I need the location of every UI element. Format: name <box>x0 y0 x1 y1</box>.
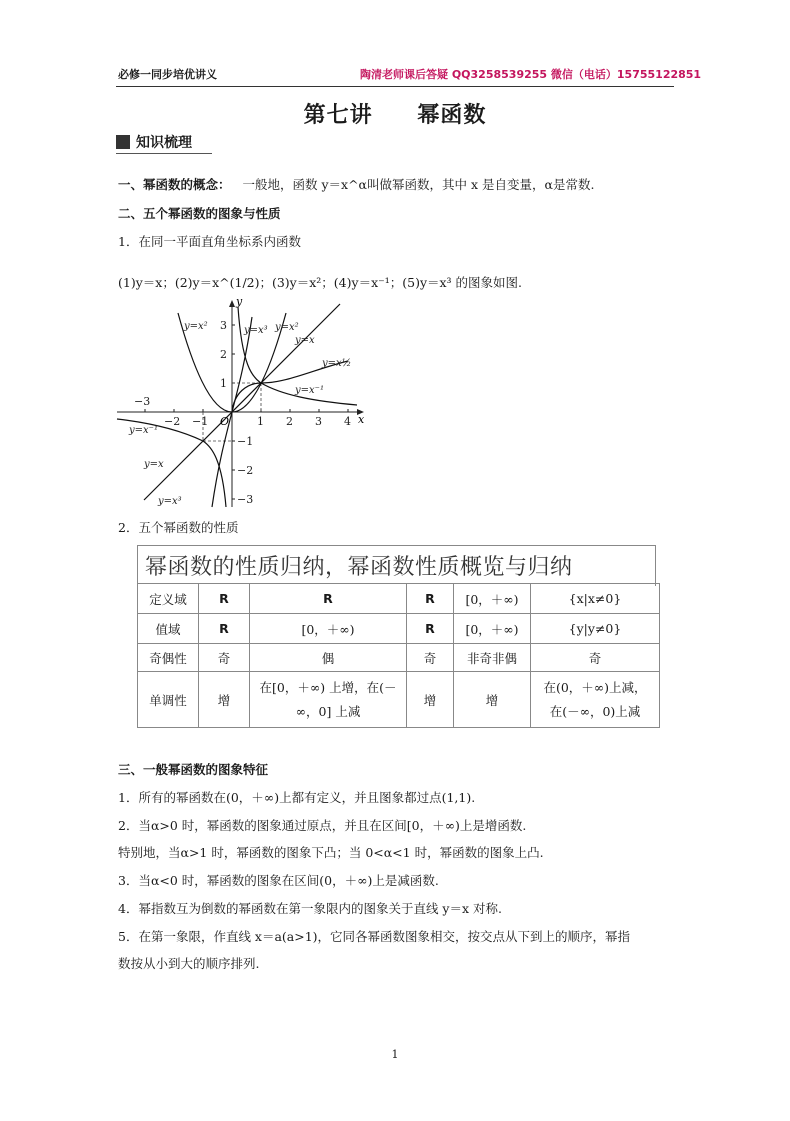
part2-item2: 2．五个幂函数的性质 <box>118 520 239 535</box>
x-tick-label: −3 <box>134 395 151 408</box>
y-tick-label: 2 <box>220 348 227 361</box>
part3-line: 2．当α>0 时，幂函数的图象通过原点，并且在区间[0，＋∞)上是增函数. <box>118 818 527 833</box>
table-cell: 奇 <box>407 644 454 672</box>
y-tick-label: 3 <box>220 319 227 332</box>
overlay-banner: 幂函数的性质归纳，幂函数性质概览与归纳 <box>145 555 573 580</box>
y-axis-label: y <box>236 295 243 308</box>
table-row <box>138 584 660 614</box>
table-row <box>138 672 660 728</box>
x-axis-label: x <box>358 413 365 426</box>
part1-heading: 一、幂函数的概念： <box>118 177 231 192</box>
table-cell: [0，＋∞) <box>454 614 531 644</box>
part3-line: 3．当α<0 时，幂函数的图象在区间(0，＋∞)上是减函数. <box>118 873 439 888</box>
table-cell: {y|y≠0} <box>531 614 660 644</box>
part3-line: 1．所有的幂函数在(0，＋∞)上都有定义，并且图象都过点(1,1). <box>118 790 476 805</box>
table-cell: [0，＋∞) <box>454 584 531 614</box>
y-tick-label: −3 <box>237 493 254 506</box>
table-cell: 值域 <box>138 614 199 644</box>
y-axis-arrow-icon <box>229 300 235 307</box>
table-cell: R <box>407 584 454 614</box>
table-cell: 增 <box>407 672 454 728</box>
table-cell: 定义域 <box>138 584 199 614</box>
curve-label: y=x³ <box>158 496 182 507</box>
x-tick-label: 1 <box>257 415 264 428</box>
table-cell: 非奇非偶 <box>454 644 531 672</box>
page-number: 1 <box>391 1048 399 1061</box>
curve-label: y=x⁻¹ <box>129 425 158 436</box>
curve-label: y=x <box>144 459 164 470</box>
part2-heading: 二、五个幂函数的图象与性质 <box>118 206 281 221</box>
section-underline <box>116 153 212 154</box>
table-cell: {x|x≠0} <box>531 584 660 614</box>
curve-label: y=x² <box>275 322 299 333</box>
table-cell: 奇 <box>199 644 250 672</box>
section-square-icon <box>116 135 130 149</box>
lecture-topic: 幂函数 <box>417 103 487 128</box>
part1-line <box>118 175 594 193</box>
y-tick-label: −2 <box>237 464 254 477</box>
table-cell: 增 <box>454 672 531 728</box>
part3-line: 特别地，当α>1 时，幂函数的图象下凸；当 0<α<1 时，幂函数的图象上凸. <box>118 845 544 860</box>
part3-line: 5．在第一象限，作直线 x＝a(a>1)，它同各幂函数图象相交，按交点从下到上的顺序，幂指 <box>118 929 631 944</box>
origin-label: O <box>220 415 230 428</box>
page-title <box>0 98 790 129</box>
table-cell: 单调性 <box>138 672 199 728</box>
header-left: 必修一同步培优讲义 <box>118 68 217 81</box>
curve-label: y=x³ <box>244 325 268 336</box>
table-cell: 偶 <box>250 644 407 672</box>
part3-line: 数按从小到大的顺序排列. <box>118 956 260 971</box>
table-cell: 奇偶性 <box>138 644 199 672</box>
properties-table <box>137 583 660 728</box>
part3-heading: 三、一般幂函数的图象特征 <box>118 762 269 777</box>
table-cell: R <box>199 584 250 614</box>
table-cell: [0，＋∞) <box>250 614 407 644</box>
y-tick-label: −1 <box>237 435 254 448</box>
table-cell: 在(0，＋∞)上减，在(－∞，0)上减 <box>531 672 660 728</box>
header-right: 陶清老师课后答疑 QQ3258539255 微信（电话）15755122851 <box>360 68 702 81</box>
part1-body: 一般地，函数 y＝x^α叫做幂函数，其中 x 是自变量，α是常数. <box>242 177 595 192</box>
x-tick-label: 3 <box>315 415 322 428</box>
table-cell: 在[0，＋∞) 上增，在(－∞，0] 上减 <box>250 672 407 728</box>
part2-item1: 1．在同一平面直角坐标系内函数 <box>118 234 301 249</box>
curve-label: y=x² <box>184 321 208 332</box>
x-tick-label: 4 <box>344 415 351 428</box>
table-cell: 奇 <box>531 644 660 672</box>
x-tick-label: 2 <box>286 415 293 428</box>
section-heading <box>116 132 192 152</box>
table-cell: 增 <box>199 672 250 728</box>
table-cell: R <box>250 584 407 614</box>
y-tick-label: 1 <box>220 377 227 390</box>
section-label: 知识梳理 <box>136 135 192 151</box>
x-tick-label: −2 <box>164 415 181 428</box>
part3-line: 4．幂指数互为倒数的幂函数在第一象限内的图象关于直线 y＝x 对称. <box>118 901 502 916</box>
table-row <box>138 614 660 644</box>
part2-functions: (1)y＝x；(2)y＝x^(1/2)；(3)y＝x²；(4)y＝x⁻¹；(5)y＝x³ 的图象如图. <box>118 275 523 290</box>
power-function-graph <box>112 295 372 510</box>
curve-label: y=x⁻¹ <box>295 385 324 396</box>
header-divider <box>116 86 674 87</box>
x-tick-label: −1 <box>192 415 209 428</box>
table-cell: R <box>407 614 454 644</box>
curve-label: y=x <box>295 335 315 346</box>
table-row <box>138 644 660 672</box>
lecture-number: 第七讲 <box>303 103 373 128</box>
curve-label: y=x½ <box>322 358 352 369</box>
table-cell: R <box>199 614 250 644</box>
